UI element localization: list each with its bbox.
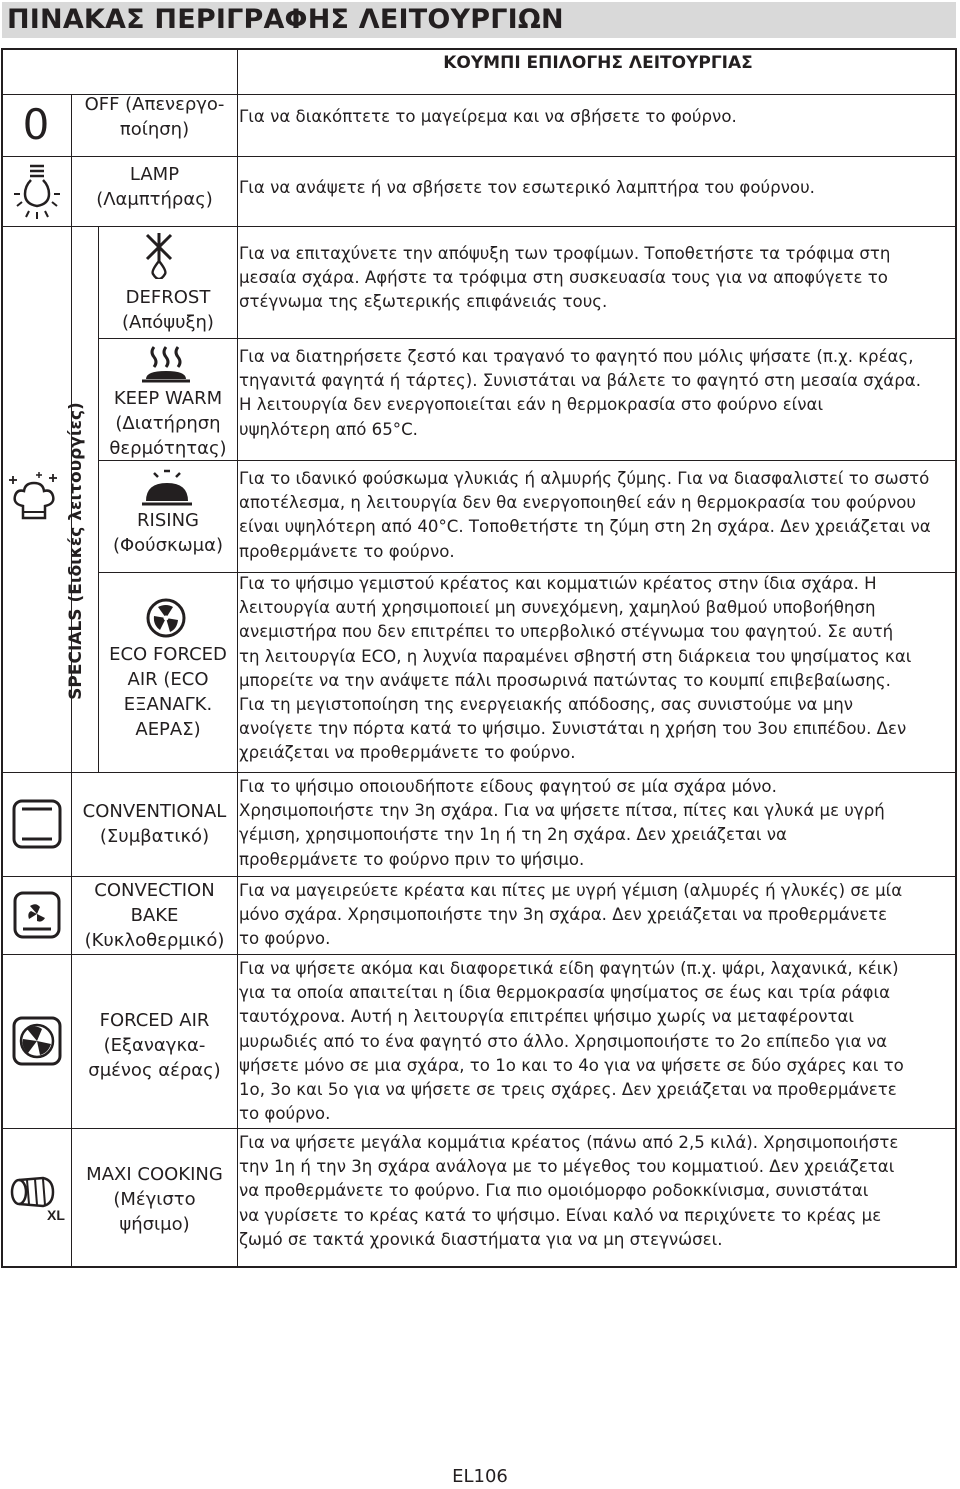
table-header: ΚΟΥΜΠΙ ΕΠΙΛΟΓΗΣ ΛΕΙΤΟΥΡΓΙΑΣ: [443, 53, 753, 73]
desc-line: Για να διακόπτετε το μαγείρεμα και να σβήσετε το φούρνο.: [239, 107, 737, 126]
chef-hat-sparkle-icon: [5, 468, 65, 528]
off-symbol: 0: [22, 100, 50, 149]
desc-line: μεσαία σχάρα. Αφήστε τα τρόφιμα στη συσκευασία τους για να αποφύγετε το: [239, 268, 888, 288]
off-description: [239, 105, 955, 129]
desc-line: την 1η ή την 3η σχάρα ανάλογα με το μέγεθος του κομματιού. Δεν χρειάζεται: [239, 1157, 895, 1177]
maxi-cooking-icon: [3, 1130, 71, 1264]
eco-name-line: ΑΕΡΑΣ): [135, 719, 201, 740]
maxi-name-line: ψήσιμο): [119, 1214, 190, 1235]
desc-line: για τα οποία απαιτείται η ίδια θερμοκρασία ψησίματος σε έως και τρία ράφια: [239, 983, 891, 1003]
desc-line: Για να επιταχύνετε την απόψυξη των τροφίμων. Τοποθετήστε τα τρόφιμα στη: [239, 244, 891, 263]
desc-line: το φούρνο.: [239, 1104, 331, 1124]
desc-line: τη λειτουργία ECO, η λυχνία παραμένει σβηστή στη διάρκεια του ψησίματος και: [239, 646, 912, 666]
forced-air-name-line: FORCED AIR: [99, 1010, 210, 1031]
lamp-icon: [3, 158, 71, 224]
desc-line: Για να διατηρήσετε ζεστό και τραγανό το φαγητό που μόλις ψήσατε (π.χ. κρέας,: [239, 347, 914, 366]
keep-warm-name-line: (Διατήρηση: [115, 413, 221, 434]
eco-forced-air-description: [239, 572, 955, 766]
desc-line: υψηλότερη από 65°C.: [239, 419, 418, 439]
convection-name-line: (Κυκλοθερμικό): [84, 930, 225, 951]
forced-air-name: [72, 1008, 237, 1083]
desc-line: μόνο σχάρα. Χρησιμοποιήστε την 3η σχάρα. Δεν χρειάζεται να προθερμάνετε: [239, 905, 888, 925]
specials-label: SPECIALS (Ειδικές λειτουργίες): [66, 402, 86, 700]
rising-name-line: RISING: [137, 510, 199, 531]
keep-warm-description: [239, 345, 955, 442]
desc-line: μυρωδιές από το ένα φαγητό στο άλλο. Χρησιμοποιήστε το 2ο επίπεδο για να: [239, 1031, 888, 1051]
forced-air-icon: [3, 956, 71, 1126]
defrost-name-line: DEFROST: [125, 287, 211, 308]
desc-line: γέμιση, χρησιμοποιήστε την 1η ή τη 2η σχάρα. Δεν χρειάζεται να: [239, 825, 787, 845]
off-name: [72, 92, 237, 142]
eco-name-line: ECO FORCED: [109, 644, 227, 665]
desc-line: Χρησιμοποιήστε την 3η σχάρα. Για να ψήσετε πίτσα, πίτες και γλυκά με υγρή: [239, 801, 885, 821]
page-number: EL106: [452, 1466, 508, 1487]
desc-line: να γυρίσετε το κρέας κατά το ψήσιμο. Είναι καλό να περιχύνετε το κρέας με: [239, 1205, 882, 1225]
lamp-description: [239, 176, 955, 200]
desc-line: είναι υψηλότερη από 40°C. Τοποθετήστε τη ζύμη στη 2η σχάρα. Δεν χρειάζεται να: [239, 517, 931, 537]
rising-name-line: (Φούσκωμα): [112, 535, 224, 556]
desc-line: προθερμάνετε το φούρνο.: [239, 541, 455, 561]
maxi-cooking-description: [239, 1131, 955, 1252]
forced-air-name-line: σμένος αέρας): [88, 1060, 221, 1081]
eco-fan-icon: [144, 596, 188, 640]
rising-name: [99, 508, 237, 558]
desc-line: να προθερμάνετε το φούρνο. Για πιο ομοιόμορφο ροδοκκίνισμα, συνιστάται: [239, 1181, 869, 1201]
keep-warm-name-line: KEEP WARM: [113, 388, 223, 409]
lamp-name-line: LAMP: [129, 164, 180, 185]
desc-line: Για να ψήσετε μεγάλα κομμάτια κρέατος (πάνω από 2,5 κιλά). Χρησιμοποιήστε: [239, 1133, 899, 1152]
conventional-description: [239, 775, 955, 872]
desc-line: λειτουργία αυτή χρησιμοποιεί μη συνεχόμενη, χαμηλού βαθμού υποβοήθηση: [239, 598, 876, 618]
convection-bake-name: [72, 878, 237, 953]
forced-air-description: [239, 957, 955, 1126]
conventional-name: [72, 799, 237, 849]
desc-line: Για τη μεγιστοποίηση της ενεργειακής απόδοσης, σας συνιστούμε να μην: [239, 695, 854, 715]
functions-table: [1, 48, 957, 1268]
conventional-name-line: CONVENTIONAL: [82, 801, 227, 822]
desc-line: ανοίγετε την πόρτα κατά το ψήσιμο. Συνιστάται η χρήση του 3ου επιπέδου. Δεν: [239, 719, 907, 739]
desc-line: αποτέλεσμα, η λειτουργία δεν θα ενεργοποιηθεί εάν η θερμοκρασία του φούρνου: [239, 493, 917, 513]
desc-line: Για να μαγειρεύετε κρέατα και πίτες με υγρή γέμιση (αλμυρές ή γλυκές) σε μία: [239, 881, 903, 900]
desc-line: τηγανιτά φαγητά ή τάρτες). Συνιστάται να βάλετε το φαγητό στη μεσαία σχάρα.: [239, 371, 921, 391]
desc-line: 1ο, 3ο και 5ο για να ψήσετε σε τρεις σχάρες. Δεν χρειάζεται να προθερμάνετε: [239, 1080, 897, 1100]
desc-line: το φούρνο.: [239, 929, 331, 949]
desc-line: Για να ψήσετε ακόμα και διαφορετικά είδη φαγητών (π.χ. ψάρι, λαχανικά, κέικ): [239, 959, 899, 978]
eco-forced-air-name: [99, 642, 237, 742]
desc-line: Για να ανάψετε ή να σβήσετε τον εσωτερικό λαμπτήρα του φούρνου.: [239, 178, 815, 197]
desc-line: ανεμιστήρα που δεν επιτρέπει το υπερβολικό στέγνωμα του φαγητού. Σε αυτή: [239, 622, 894, 642]
desc-line: ψήσετε μόνο σε μια σχάρα, το 1ο και το 4ο για να ψήσετε σε δύο σχάρες και το: [239, 1055, 904, 1075]
convection-bake-icon: [3, 878, 71, 952]
eco-name-line: AIR (ECO: [127, 669, 209, 690]
off-name-line: ποίηση): [119, 119, 190, 140]
defrost-name-line: (Απόψυξη): [122, 312, 214, 333]
maxi-cooking-name: [72, 1162, 237, 1237]
desc-line: Για το ψήσιμο γεμιστού κρέατος και κομματιών κρέατος στην ίδια σχάρα. Η: [239, 574, 877, 593]
rising-icon: [141, 468, 193, 508]
desc-line: προθερμάνετε το φούρνο πριν το ψήσιμο.: [239, 849, 585, 869]
desc-line: Η λειτουργία δεν ενεργοποιείται εάν η θερμοκρασία στο φούρνο είναι: [239, 395, 824, 415]
maxi-name-line: MAXI COOKING: [86, 1164, 223, 1185]
defrost-description: [239, 242, 955, 315]
eco-name-line: ΕΞΑΝΑΓΚ.: [123, 694, 213, 715]
convection-name-line: BAKE: [130, 905, 179, 926]
desc-line: ταυτόχρονα. Αυτή η λειτουργία επιτρέπει ψήσιμο χωρίς να μεταφέρονται: [239, 1007, 855, 1027]
desc-line: μπορείτε να την ανάψετε πάλι προσωρινά πατώντας το κουμπί επιβεβαίωσης.: [239, 670, 891, 690]
convection-bake-description: [239, 879, 955, 952]
convection-name-line: CONVECTION: [94, 880, 215, 901]
off-name-line: OFF (Απενεργο-: [84, 94, 225, 115]
conventional-oven-icon: [3, 774, 71, 874]
desc-line: Για το ιδανικό φούσκωμα γλυκιάς ή αλμυρής ζύμης. Για να διασφαλιστεί το σωστό: [239, 469, 930, 488]
conventional-name-line: (Συμβατικό): [99, 826, 210, 847]
desc-line: Για το ψήσιμο οποιουδήποτε είδους φαγητού σε μία σχάρα μόνο.: [239, 777, 777, 796]
desc-line: χρειάζεται να προθερμάνετε το φούρνο.: [239, 743, 576, 763]
keep-warm-name-line: θερμότητας): [109, 438, 227, 459]
lamp-name: [72, 162, 237, 212]
forced-air-name-line: (Εξαναγκα-: [103, 1035, 206, 1056]
desc-line: στέγνωμα της εξωτερικής επιφάνειάς τους.: [239, 292, 608, 312]
keep-warm-icon: [141, 344, 191, 386]
maxi-name-line: (Μέγιστο: [113, 1189, 196, 1210]
rising-description: [239, 467, 955, 564]
desc-line: ζωμό σε τακτά χρονικά διαστήματα για να μη στεγνώσει.: [239, 1229, 723, 1249]
page-title: ΠΙΝΑΚΑΣ ΠΕΡΙΓΡΑΦΗΣ ΛΕΙΤΟΥΡΓΙΩΝ: [2, 2, 956, 38]
lamp-name-line: (Λαμπτήρας): [96, 189, 213, 210]
defrost-name: [99, 285, 237, 335]
defrost-icon: [137, 232, 181, 280]
keep-warm-name: [99, 386, 237, 461]
xl-label: XL: [47, 1207, 65, 1222]
